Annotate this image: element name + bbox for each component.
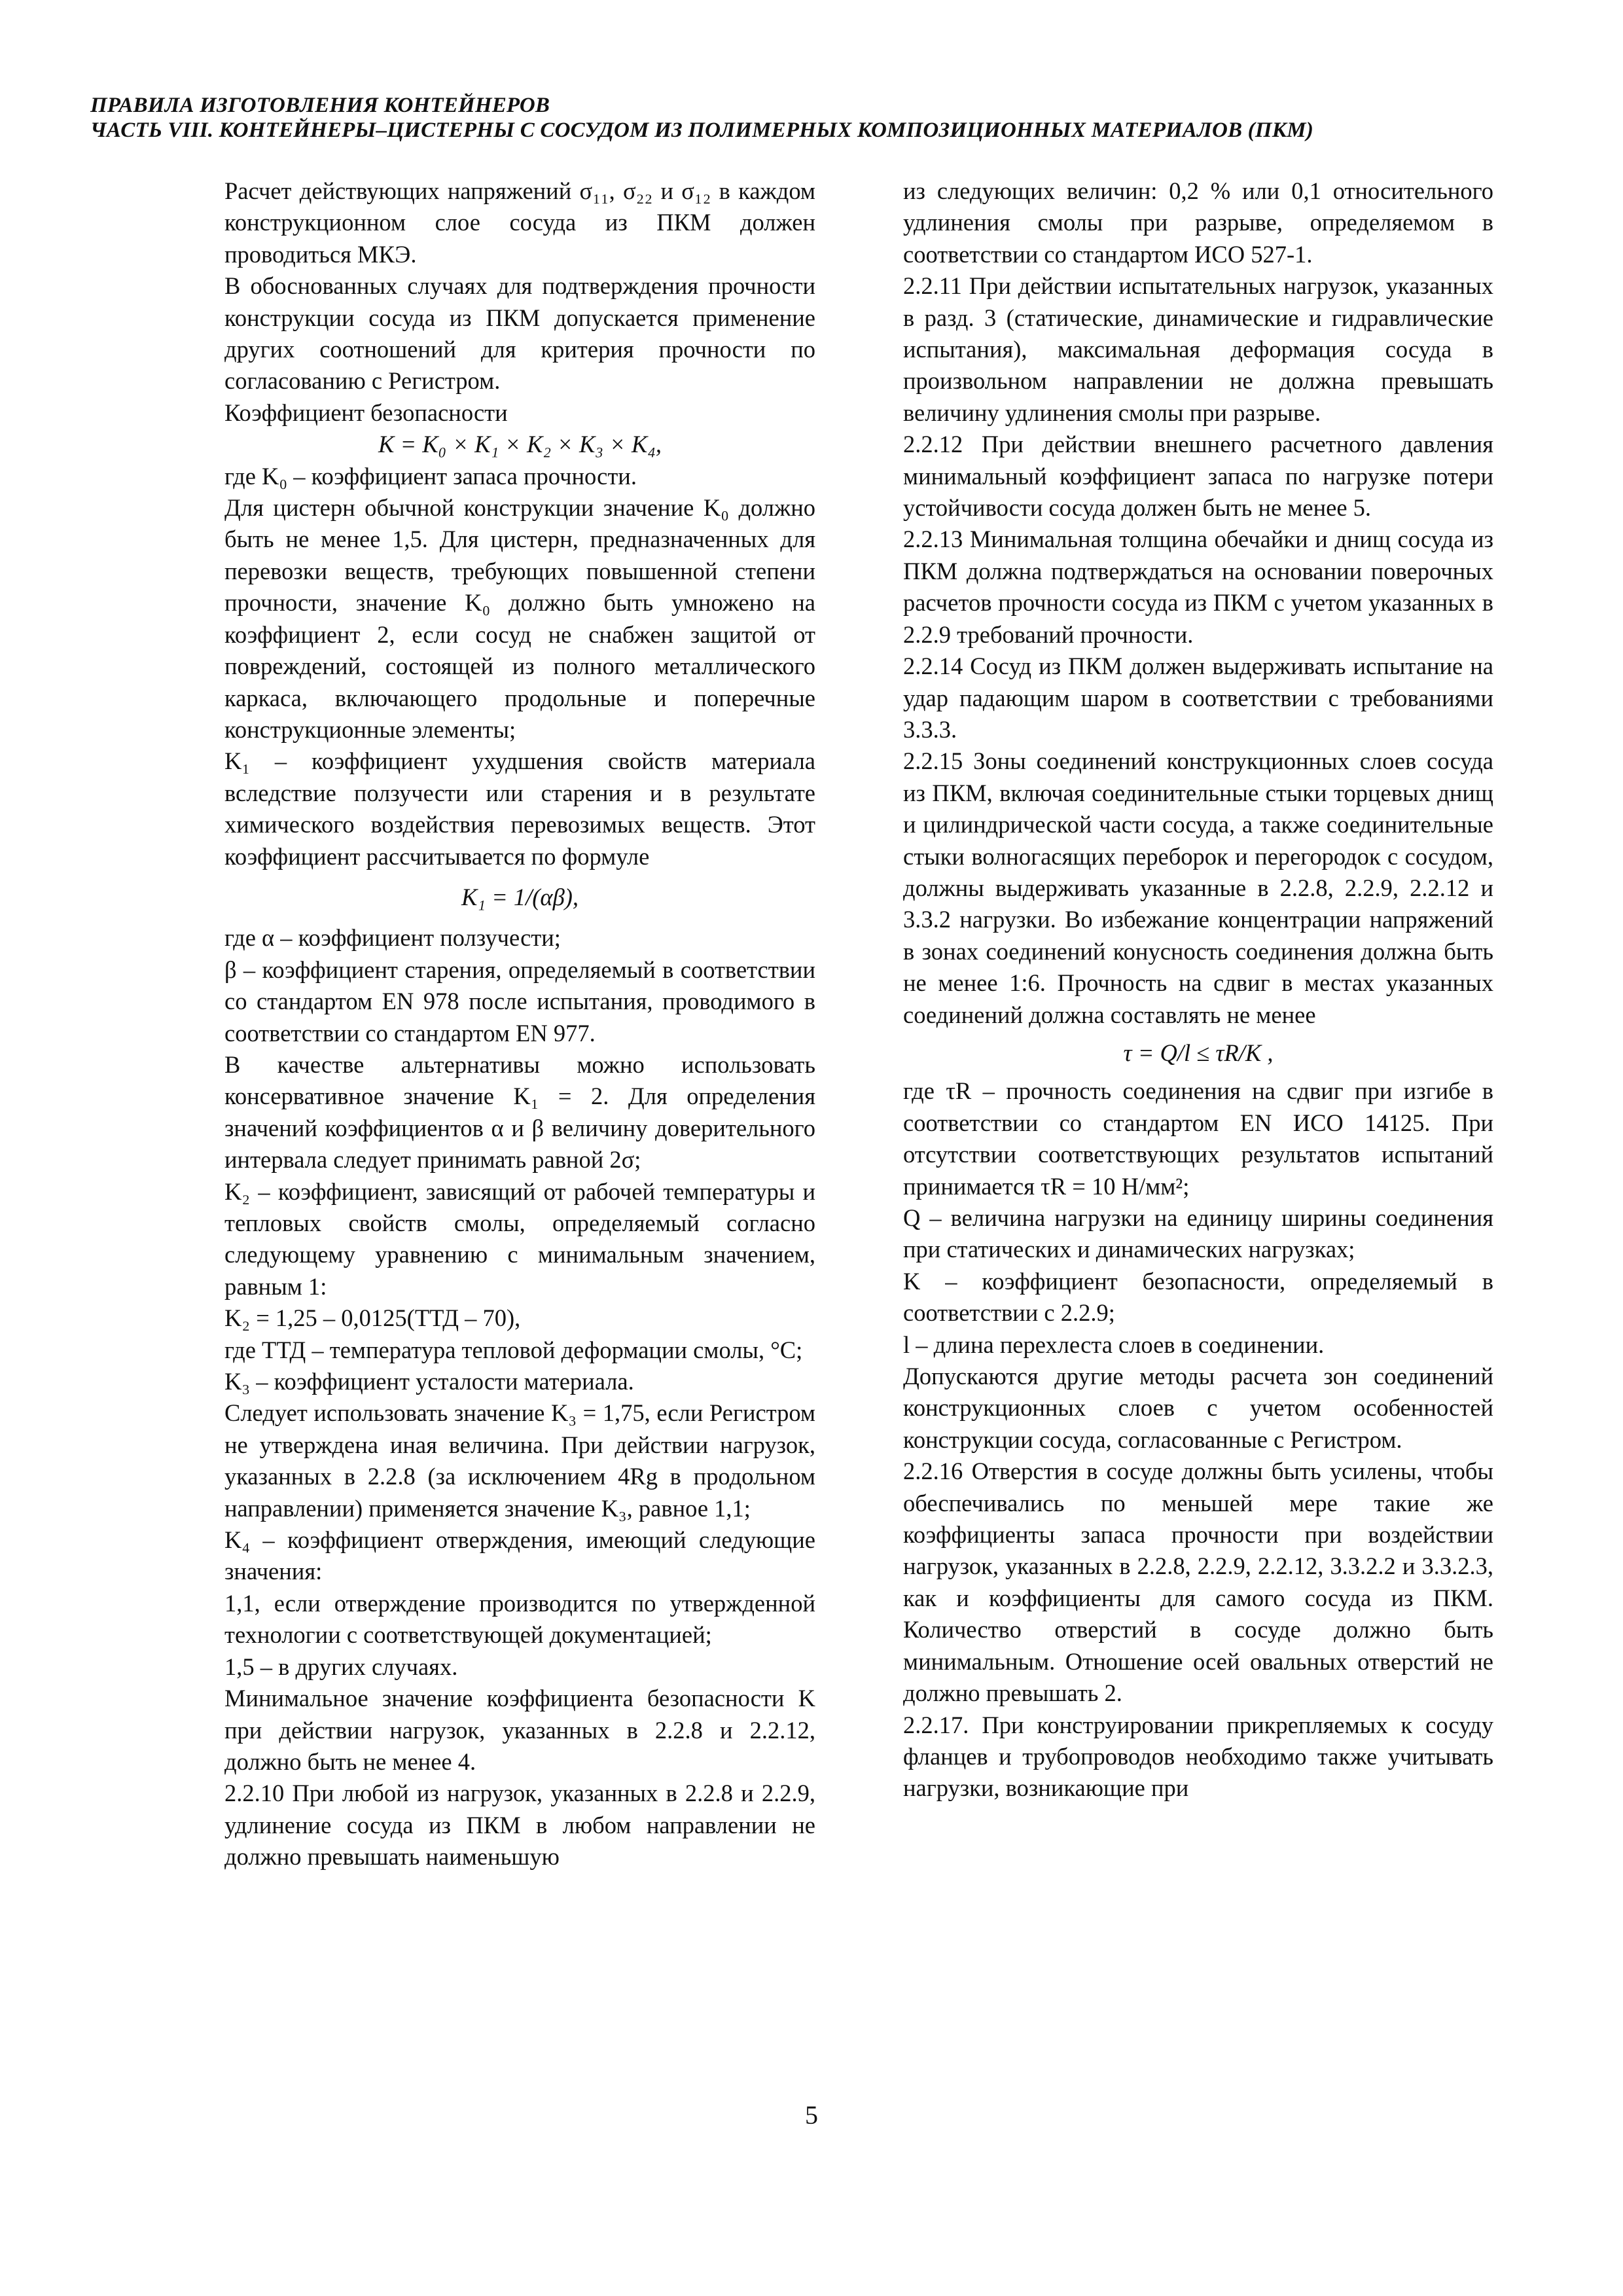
section-2-2-10: 2.2.10 При любой из нагрузок, указанных в 2.2.8 и 2.2.9, удлинение сосуда из ПКМ в любом направлении не должно превышать наименьшую — [224, 1780, 815, 1871]
paragraph: Допускаются другие методы расчета зон соединений конструкционных слоев с учетом особенностей конструкции сосуда, согласованные с Регистром. — [903, 1363, 1493, 1453]
formula-tau: τ = Q/l ≤ τR/K , — [1123, 1039, 1274, 1066]
paragraph: где τR – прочность соединения на сдвиг при изгибе в соответствии со стандартом EN ИСО 14125. При отсутствии соответствующих результатов испытаний принимается τR = 10 Н/мм²; — [903, 1077, 1493, 1200]
paragraph: l – длина перехлеста слоев в соединении. — [903, 1331, 1325, 1358]
section-2-2-15: 2.2.15 Зоны соединений конструкционных слоев сосуда из ПКМ, включая соединительные стыки торцевых днищ и цилиндрической части сосуда, а также соединительные стыки волногасящих переборок и перегородок с сосудом, должны выдерживать указанные в 2.2.8, 2.2.9, 2.2.12 и 3.3.2 нагрузки. Во избежание концентрации напряжений в зонах соединений конусность соединения должна быть не менее 1:6. Прочность на сдвиг в местах указанных соединений должна составлять не менее — [903, 747, 1493, 1028]
page-number: 5 — [805, 2100, 818, 2130]
section-2-2-12: 2.2.12 При действии внешнего расчетного давления минимальный коэффициент запаса по нагрузке потери устойчивости сосуда должен быть не менее 5. — [903, 431, 1493, 522]
paragraph: K – коэффициент безопасности, определяемый в соответствии с 2.2.9; — [903, 1267, 1493, 1327]
header-line-2: ЧАСТЬ VIII. КОНТЕЙНЕРЫ–ЦИСТЕРНЫ С СОСУДОМ ИЗ ПОЛИМЕРНЫХ КОМПОЗИЦИОННЫХ МАТЕРИАЛОВ (ПКМ) — [90, 118, 1314, 142]
formula-k1: K₁ = 1/(αβ), — [461, 883, 579, 910]
section-2-2-13: 2.2.13 Минимальная толщина обечайки и днищ сосуда из ПКМ должна подтверждаться на основании поверочных расчетов прочности сосуда из ПКМ с учетом указанных в 2.2.9 требований прочности. — [903, 526, 1493, 648]
paragraph: из следующих величин: 0,2 % или 0,1 относительного удлинения смолы при разрыве, определяемом в соответствии со стандартом ИСО 527-1. — [903, 177, 1493, 268]
paragraph: Коэффициент безопасности — [224, 399, 508, 426]
section-2-2-11: 2.2.11 При действии испытательных нагрузок, указанных в разд. 3 (статические, динамические и гидравлические испытания), максимальная деформация сосуда в произвольном направлении не должна превышать величину удлинения смолы при разрыве. — [903, 272, 1493, 426]
paragraph: K₂ – коэффициент, зависящий от рабочей температуры и тепловых свойств смолы, определяемый согласно следующему уравнению с минимальным значением, равным 1: — [224, 1177, 815, 1300]
paragraph: β – коэффициент старения, определяемый в соответствии со стандартом EN 978 после испытания, проводимого в соответствии со стандартом EN 977. — [224, 956, 815, 1047]
paragraph: Минимальное значение коэффициента безопасности K при действии нагрузок, указанных в 2.2.8 и 2.2.12, должно быть не менее 4. — [224, 1685, 815, 1775]
paragraph: 1,5 – в других случаях. — [224, 1653, 458, 1680]
paragraph: 1,1, если отверждение производится по утвержденной технологии с соответствующей документацией; — [224, 1589, 815, 1649]
header-line-1: ПРАВИЛА ИЗГОТОВЛЕНИЯ КОНТЕЙНЕРОВ — [90, 94, 550, 117]
formula-k: K = K₀ × K₁ × K₂ × K₃ × K₄, — [378, 431, 662, 458]
page-header — [90, 93, 1543, 143]
paragraph: где K₀ – коэффициент запаса прочности. — [224, 462, 637, 490]
section-2-2-17: 2.2.17. При конструировании прикрепляемых к сосуду фланцев и трубопроводов необходимо также учитывать нагрузки, возникающие при — [903, 1711, 1493, 1802]
section-2-2-16: 2.2.16 Отверстия в сосуде должны быть усилены, чтобы обеспечивались по меньшей мере такие же коэффициенты запаса прочности при воздействии нагрузок, указанных в 2.2.8, 2.2.9, 2.2.12, 3.3.2.2 и 3.3.2.3, как и коэффициенты для самого сосуда из ПКМ. Количество отверстий в сосуде должно быть минимальным. Отношение осей овальных отверстий не должно превышать 2. — [903, 1458, 1493, 1707]
right-column — [903, 175, 1493, 1804]
paragraph: где ТТД – температура тепловой деформации смолы, °С; — [224, 1336, 803, 1363]
paragraph: Q – величина нагрузки на единицу ширины соединения при статических и динамических нагрузках; — [903, 1204, 1493, 1263]
formula-k2: K₂ = 1,25 – 0,0125(ТТД – 70), — [224, 1304, 521, 1332]
section-2-2-14: 2.2.14 Сосуд из ПКМ должен выдерживать испытание на удар падающим шаром в соответствии с требованиями 3.3.3. — [903, 653, 1493, 743]
paragraph: Расчет действующих напряжений σ₁₁, σ₂₂ и σ₁₂ в каждом конструкционном слое сосуда из ПКМ должен проводиться МКЭ. — [224, 177, 815, 268]
paragraph: K₁ – коэффициент ухудшения свойств материала вследствие ползучести или старения и в результате химического воздействия перевозимых веществ. Этот коэффициент рассчитывается по формуле — [224, 747, 815, 870]
paragraph: В качестве альтернативы можно использовать консервативное значение K₁ = 2. Для определения значений коэффициентов α и β величину доверительного интервала следует принимать равной 2σ; — [224, 1050, 815, 1174]
paragraph: Для цистерн обычной конструкции значение K₀ должно быть не менее 1,5. Для цистерн, предназначенных для перевозки веществ, требующих повышенной степени прочности, значение K₀ должно быть умножено на коэффициент 2, если сосуд не снабжен защитой от повреждений, состоящей из полного металлического каркаса, включающего продольные и поперечные конструкционные элементы; — [224, 494, 815, 743]
paragraph: где α – коэффициент ползучести; — [224, 924, 561, 952]
paragraph: K₃ – коэффициент усталости материала. — [224, 1368, 634, 1395]
paragraph: K₄ – коэффициент отверждения, имеющий следующие значения: — [224, 1526, 815, 1585]
paragraph: В обоснованных случаях для подтверждения прочности конструкции сосуда из ПКМ допускается применение других соотношений для критерия прочности по согласованию с Регистром. — [224, 272, 815, 395]
paragraph: Следует использовать значение K₃ = 1,75, если Регистром не утверждена иная величина. При действии нагрузок, указанных в 2.2.8 (за исключением 4Rg в продольном направлении) применяется значение K₃, равное 1,1; — [224, 1399, 815, 1522]
left-column — [224, 175, 815, 1873]
